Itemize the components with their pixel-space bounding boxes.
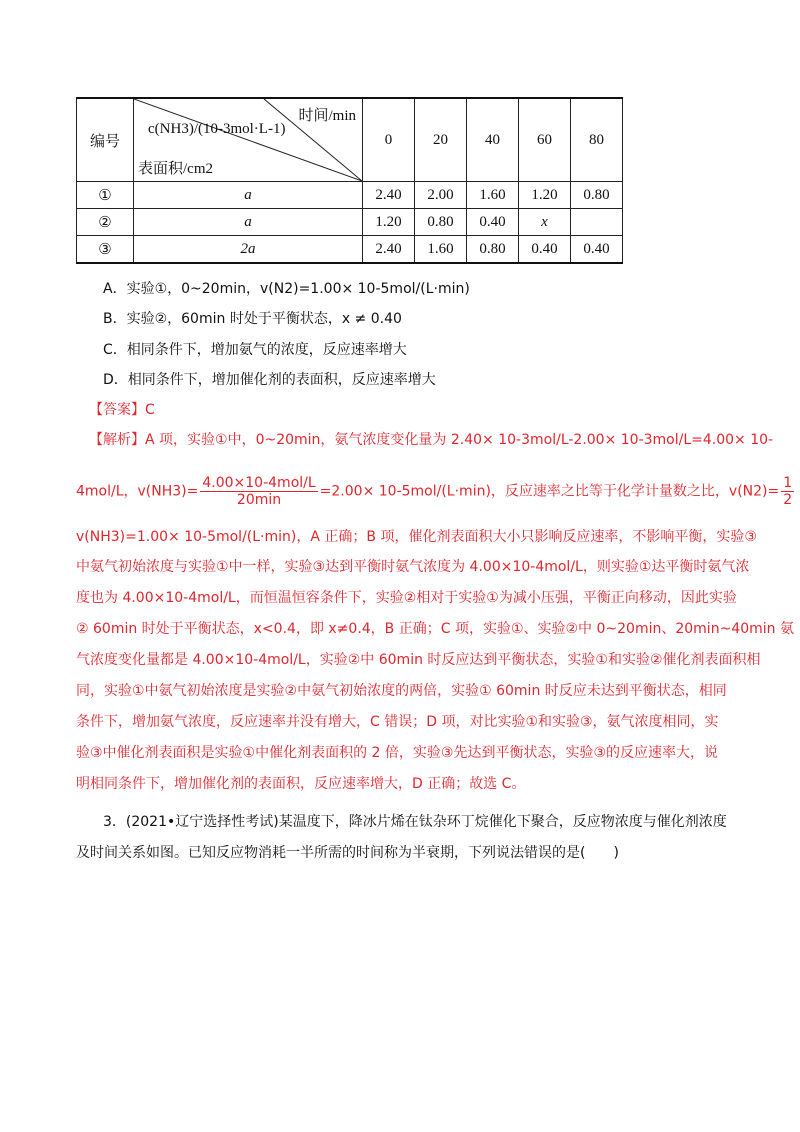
header-concentration-label: c(NH3)/(10-3mol·L-1) <box>148 121 286 137</box>
option-a: A．实验①，0~20min，v(N2)=1.00× 10-5mol/(L·min) <box>103 281 470 297</box>
row-value: 2.40 <box>363 236 415 264</box>
analysis-line: 气浓度变化量都是 4.00×10-4mol/L，实验②中 60min 时反应达到平衡状态，实验①和实验②催化剂表面积相 <box>76 652 761 668</box>
option-c: C．相同条件下，增加氨气的浓度，反应速率增大 <box>103 342 407 358</box>
row-value: 0.40 <box>571 236 623 264</box>
answer: 【答案】C <box>89 402 155 418</box>
row-area: a <box>134 209 363 236</box>
analysis-line: v(NH3)=1.00× 10-5mol/(L·min)，A 正确；B 项，催化剂表面积大小只影响反应速率，不影响平衡，实验③ <box>76 529 757 545</box>
option-b: B．实验②，60min 时处于平衡状态，x ≠ 0.40 <box>103 311 402 327</box>
header-time-80: 80 <box>571 98 623 182</box>
analysis-line: 度也为 4.00×10-4mol/L，而恒温恒容条件下，实验②相对于实验①为减小压强，平衡正向移动，因此实验 <box>76 590 737 606</box>
row-value: 1.20 <box>363 209 415 236</box>
fraction-denominator: 2 <box>783 492 793 508</box>
row-value: 0.40 <box>467 209 519 236</box>
row-value: 1.20 <box>519 182 571 209</box>
analysis-line: 【解析】A 项，实验①中，0~20min，氨气浓度变化量为 2.40× 10-3mol/L-2.00× 10-3mol/L=4.00× 10- <box>89 432 774 448</box>
option-d: D．相同条件下，增加催化剂的表面积，反应速率增大 <box>103 372 436 388</box>
analysis-line: ② 60min 时处于平衡状态，x<0.4，即 x≠0.4，B 正确；C 项，实验①、实验②中 0~20min、20min~40min 氨 <box>76 621 794 637</box>
analysis-line: 同，实验①中氨气初始浓度是实验②中氨气初始浓度的两倍，实验① 60min 时反应未达到平衡状态，相同 <box>76 683 727 699</box>
data-table <box>76 97 623 264</box>
header-time-20: 20 <box>415 98 467 182</box>
row-value: 1.60 <box>415 236 467 264</box>
header-time-40: 40 <box>467 98 519 182</box>
fraction <box>200 475 317 508</box>
table-row <box>77 209 623 236</box>
analysis-text: 4mol/L，v(NH3)= <box>76 483 199 500</box>
header-time-label: 时间/min <box>298 108 356 124</box>
row-value: x <box>519 209 571 236</box>
row-area: 2a <box>134 236 363 264</box>
header-diagonal-cell <box>134 98 363 182</box>
fraction <box>781 475 794 508</box>
fraction-numerator: 1 <box>783 475 793 491</box>
analysis-line: 条件下，增加氨气浓度，反应速率并没有增大，C 错误；D 项，对比实验①和实验③，氨气浓度相同，实 <box>76 714 719 730</box>
row-value <box>571 209 623 236</box>
row-value: 2.00 <box>415 182 467 209</box>
row-no: ③ <box>77 236 134 264</box>
analysis-line: 明相同条件下，增加催化剂的表面积，反应速率增大，D 正确；故选 C。 <box>76 776 526 792</box>
row-no: ② <box>77 209 134 236</box>
header-time-60: 60 <box>519 98 571 182</box>
analysis-line: 中氨气初始浓度与实验①中一样，实验③达到平衡时氨气浓度为 4.00×10-4mol/L，则实验①达平衡时氨气浓 <box>76 559 750 575</box>
header-area-label: 表面积/cm2 <box>138 161 213 177</box>
row-value: 0.80 <box>415 209 467 236</box>
analysis-text: =2.00× 10-5mol/(L·min)，反应速率之比等于化学计量数之比，v(N2)= <box>319 483 780 500</box>
row-value: 1.60 <box>467 182 519 209</box>
header-time-0: 0 <box>363 98 415 182</box>
question-3-line: 3．(2021•辽宁选择性考试)某温度下，降冰片烯在钛杂环丁烷催化下聚合，反应物浓度与催化剂浓度 <box>103 814 727 830</box>
header-no: 编号 <box>77 98 134 182</box>
analysis-line: 验③中催化剂表面积是实验①中催化剂表面积的 2 倍，实验③先达到平衡状态，实验③的反应速率大，说 <box>76 745 719 761</box>
row-value: 0.80 <box>467 236 519 264</box>
table-row <box>77 236 623 264</box>
row-value: 2.40 <box>363 182 415 209</box>
row-area: a <box>134 182 363 209</box>
row-value: 0.80 <box>571 182 623 209</box>
fraction-denominator: 20min <box>236 492 282 508</box>
row-value: 0.40 <box>519 236 571 264</box>
table-row <box>77 182 623 209</box>
row-no: ① <box>77 182 134 209</box>
analysis-line-fraction <box>76 475 796 508</box>
question-3-line: 及时间关系如图。已知反应物消耗一半所需的时间称为半衰期，下列说法错误的是( ) <box>76 845 619 861</box>
fraction-numerator: 4.00×10-4mol/L <box>202 475 316 491</box>
table-header-row <box>77 98 623 182</box>
